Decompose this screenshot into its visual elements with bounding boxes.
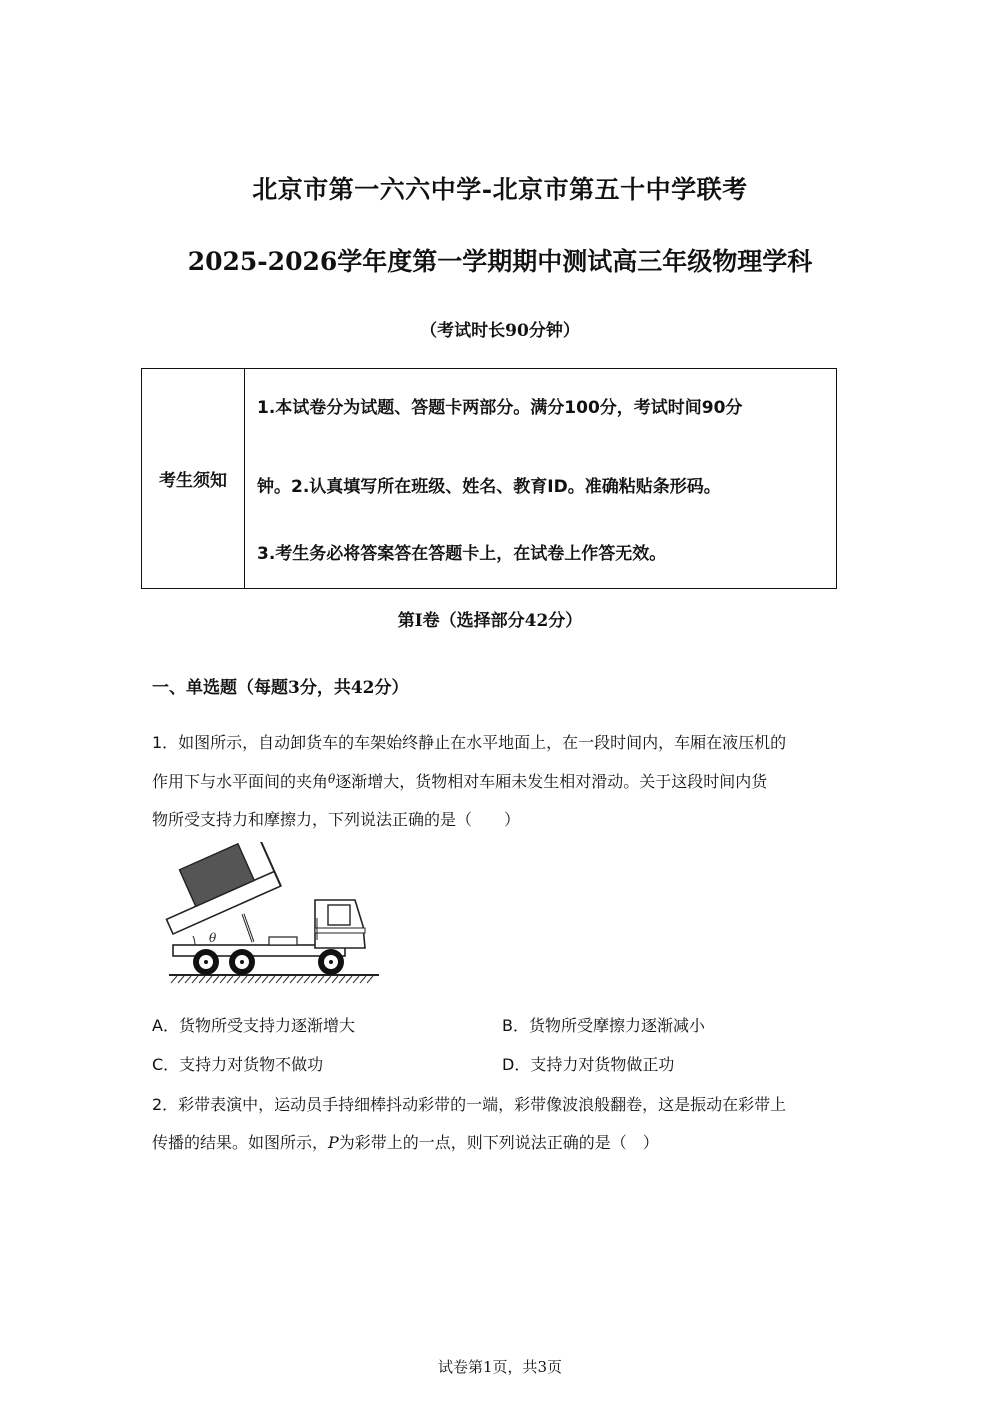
q2-line-2 <box>152 1130 659 1153</box>
cab-window <box>328 905 350 925</box>
q1-option-d: D．支持力对货物做正功 <box>502 1055 675 1074</box>
cab-stripe <box>315 928 365 933</box>
wheel-front <box>318 949 344 975</box>
q2-line-2-post: 为彩带上的一点，则下列说法正确的是（ ） <box>338 1133 659 1152</box>
ground-hatch <box>171 976 373 983</box>
section-title: 一、单选题（每题3分，共42分） <box>152 678 409 698</box>
wheel-rear-1 <box>193 949 219 975</box>
q2-line-1: 2．彩带表演中，运动员手持细棒抖动彩带的一端，彩带像波浪般翻卷，这是振动在彩带上 <box>152 1095 787 1114</box>
q2-line-2-pre: 传播的结果。如图所示， <box>152 1133 329 1152</box>
exam-title-line2: 2025-2026学年度第一学期期中测试高三年级物理学科 <box>187 247 813 276</box>
page-footer: 试卷第1页，共3页 <box>437 1358 563 1376</box>
exam-title-line1: 北京市第一六六中学-北京市第五十中学联考 <box>252 175 748 204</box>
q1-line-2 <box>152 769 767 792</box>
wheel-rear-2 <box>229 949 255 975</box>
notice-line-1: 1.本试卷分为试题、答题卡两部分。满分100分，考试时间90分 <box>257 398 743 418</box>
q1-line-3: 物所受支持力和摩擦力，下列说法正确的是（ ） <box>152 810 521 829</box>
exam-duration: （考试时长90分钟） <box>420 321 580 341</box>
notice-line-3: 3.考生务必将答案答在答题卡上，在试卷上作答无效。 <box>257 544 667 564</box>
hydraulic-cylinder-core <box>243 914 253 942</box>
q1-option-b: B．货物所受摩擦力逐渐减小 <box>502 1016 705 1035</box>
q1-line-1: 1．如图所示，自动卸货车的车架始终静止在水平地面上，在一段时间内，车厢在液压机的 <box>152 733 787 752</box>
q1-option-c: C．支持力对货物不做功 <box>152 1055 324 1074</box>
notice-label: 考生须知 <box>159 471 227 491</box>
theta-symbol: θ <box>328 772 336 786</box>
tilted-bed <box>165 842 281 934</box>
point-p-symbol: P <box>328 1133 339 1152</box>
notice-box <box>141 368 837 589</box>
q1-option-a: A．货物所受支持力逐渐增大 <box>152 1016 355 1035</box>
notice-line-2: 钟。2.认真填写所在班级、姓名、教育ID。准确粘贴条形码。 <box>257 477 721 497</box>
notice-divider <box>244 369 245 588</box>
dump-truck-figure <box>165 842 385 987</box>
q1-line-2-post: 逐渐增大，货物相对车厢未发生相对滑动。关于这段时间内货 <box>335 772 768 791</box>
part-title: 第Ⅰ卷（选择部分42分） <box>397 611 583 631</box>
q1-line-2-pre: 作用下与水平面间的夹角 <box>152 772 329 791</box>
angle-label: θ <box>209 931 217 945</box>
frame-bracket <box>269 937 297 945</box>
angle-arc <box>193 936 195 945</box>
